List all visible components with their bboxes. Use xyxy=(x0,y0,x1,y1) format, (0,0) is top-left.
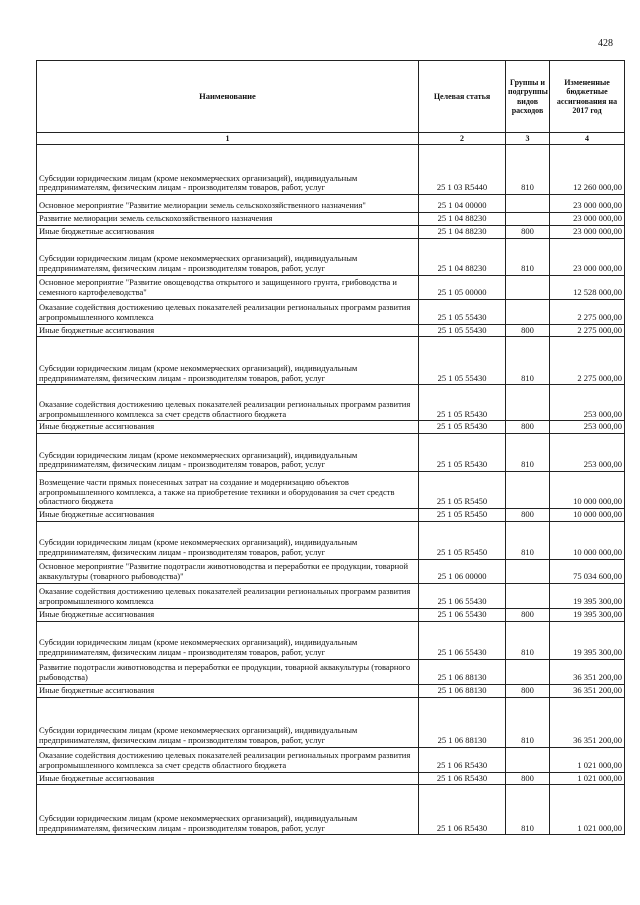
row-name: Оказание содействия достижению целевых показателей реализации региональных программ развития агропромышленного комплекса за счет средств областного бюджета xyxy=(37,385,419,421)
row-article: 25 1 04 88230 xyxy=(419,213,506,226)
row-name: Оказание содействия достижению целевых показателей реализации региональных программ развития агропромышленного комплекса xyxy=(37,299,419,324)
row-name: Оказание содействия достижению целевых показателей реализации региональных программ развития агропромышленного комплекса xyxy=(37,584,419,609)
row-name: Иные бюджетные ассигнования xyxy=(37,509,419,522)
row-group: 800 xyxy=(506,421,550,434)
row-name: Субсидии юридическим лицам (кроме некоммерческих организаций), индивидуальным предпринимателям, физическим лицам - производителям товаров, работ, услуг xyxy=(37,434,419,472)
row-name: Субсидии юридическим лицам (кроме некоммерческих организаций), индивидуальным предпринимателям, физическим лицам - производителям товаров, работ, услуг xyxy=(37,337,419,385)
header-groups: Группы и подгруппы видов расходов xyxy=(506,61,550,133)
row-name: Иные бюджетные ассигнования xyxy=(37,684,419,697)
table-row xyxy=(37,213,625,226)
row-amount: 23 000 000,00 xyxy=(550,225,625,238)
row-group xyxy=(506,747,550,772)
row-article: 25 1 04 00000 xyxy=(419,195,506,213)
row-article: 25 1 05 55430 xyxy=(419,337,506,385)
row-amount: 2 275 000,00 xyxy=(550,337,625,385)
table-row xyxy=(37,337,625,385)
table-row xyxy=(37,299,625,324)
row-article: 25 1 06 88130 xyxy=(419,684,506,697)
row-article: 25 1 06 R5430 xyxy=(419,747,506,772)
row-group: 800 xyxy=(506,609,550,622)
col-number: 3 xyxy=(506,133,550,145)
row-group: 800 xyxy=(506,684,550,697)
row-article: 25 1 06 88130 xyxy=(419,697,506,747)
row-amount: 1 021 000,00 xyxy=(550,785,625,835)
table-row xyxy=(37,522,625,560)
table-row xyxy=(37,275,625,299)
row-amount: 75 034 600,00 xyxy=(550,560,625,584)
row-article: 25 1 06 R5430 xyxy=(419,785,506,835)
row-article: 25 1 06 55430 xyxy=(419,609,506,622)
row-group xyxy=(506,385,550,421)
header-assign: Измененные бюджетные ассигнования на 2017 год xyxy=(550,61,625,133)
row-amount: 253 000,00 xyxy=(550,385,625,421)
row-group: 810 xyxy=(506,337,550,385)
row-name: Основное мероприятие "Развитие мелиорации земель сельскохозяйственного назначения" xyxy=(37,195,419,213)
row-group: 800 xyxy=(506,225,550,238)
row-name: Иные бюджетные ассигнования xyxy=(37,609,419,622)
table-row xyxy=(37,195,625,213)
table-row xyxy=(37,421,625,434)
row-group: 810 xyxy=(506,621,550,659)
table-row xyxy=(37,684,625,697)
row-article: 25 1 06 R5430 xyxy=(419,772,506,785)
page-number: 428 xyxy=(598,38,613,49)
row-name: Субсидии юридическим лицам (кроме некоммерческих организаций), индивидуальным предпринимателям, физическим лицам - производителям товаров, работ, услуг xyxy=(37,522,419,560)
table-row xyxy=(37,659,625,684)
row-group: 810 xyxy=(506,434,550,472)
row-group xyxy=(506,584,550,609)
row-amount: 10 000 000,00 xyxy=(550,472,625,509)
table-row xyxy=(37,560,625,584)
table-body xyxy=(37,145,625,835)
row-amount: 12 528 000,00 xyxy=(550,275,625,299)
row-group xyxy=(506,560,550,584)
row-group: 800 xyxy=(506,772,550,785)
row-amount: 19 395 300,00 xyxy=(550,584,625,609)
col-number: 1 xyxy=(37,133,419,145)
row-name: Возмещение части прямых понесенных затрат на создание и модернизацию объектов агропромышленного комплекса, а также на приобретение техники и оборудования за счет средств областного бюджета xyxy=(37,472,419,509)
table-row xyxy=(37,772,625,785)
table-row xyxy=(37,509,625,522)
row-group: 800 xyxy=(506,324,550,337)
row-name: Иные бюджетные ассигнования xyxy=(37,225,419,238)
row-amount: 36 351 200,00 xyxy=(550,684,625,697)
row-amount: 19 395 300,00 xyxy=(550,621,625,659)
row-name: Основное мероприятие "Развитие овощеводства открытого и защищенного грунта, грибоводства и семенного картофелеводства" xyxy=(37,275,419,299)
row-article: 25 1 05 R5450 xyxy=(419,522,506,560)
row-article: 25 1 05 R5430 xyxy=(419,385,506,421)
row-article: 25 1 05 55430 xyxy=(419,324,506,337)
row-group xyxy=(506,213,550,226)
row-name: Иные бюджетные ассигнования xyxy=(37,324,419,337)
row-group xyxy=(506,299,550,324)
row-group xyxy=(506,195,550,213)
row-group: 810 xyxy=(506,697,550,747)
row-name: Субсидии юридическим лицам (кроме некоммерческих организаций), индивидуальным предпринимателям, физическим лицам - производителям товаров, работ, услуг xyxy=(37,238,419,275)
row-article: 25 1 06 55430 xyxy=(419,584,506,609)
row-group: 800 xyxy=(506,509,550,522)
col-number: 4 xyxy=(550,133,625,145)
table-row xyxy=(37,145,625,195)
row-article: 25 1 03 R5440 xyxy=(419,145,506,195)
table-row xyxy=(37,609,625,622)
row-article: 25 1 05 R5430 xyxy=(419,421,506,434)
table-row xyxy=(37,238,625,275)
table-row xyxy=(37,434,625,472)
row-article: 25 1 05 55430 xyxy=(419,299,506,324)
row-article: 25 1 04 88230 xyxy=(419,238,506,275)
row-amount: 1 021 000,00 xyxy=(550,772,625,785)
table-row xyxy=(37,697,625,747)
row-group: 810 xyxy=(506,785,550,835)
row-amount: 253 000,00 xyxy=(550,421,625,434)
row-amount: 2 275 000,00 xyxy=(550,324,625,337)
table-row xyxy=(37,385,625,421)
column-number-row xyxy=(37,133,625,145)
row-group: 810 xyxy=(506,522,550,560)
row-name: Субсидии юридическим лицам (кроме некоммерческих организаций), индивидуальным предпринимателям, физическим лицам - производителям товаров, работ, услуг xyxy=(37,145,419,195)
row-amount: 10 000 000,00 xyxy=(550,509,625,522)
row-amount: 1 021 000,00 xyxy=(550,747,625,772)
row-name: Иные бюджетные ассигнования xyxy=(37,772,419,785)
header-article: Целевая статья xyxy=(419,61,506,133)
row-amount: 19 395 300,00 xyxy=(550,609,625,622)
table-row xyxy=(37,225,625,238)
row-article: 25 1 05 R5450 xyxy=(419,472,506,509)
table-row xyxy=(37,324,625,337)
row-amount: 2 275 000,00 xyxy=(550,299,625,324)
table-row xyxy=(37,621,625,659)
col-number: 2 xyxy=(419,133,506,145)
row-amount: 36 351 200,00 xyxy=(550,697,625,747)
row-group xyxy=(506,275,550,299)
row-name: Основное мероприятие "Развитие подотрасли животноводства и переработки ее продукции, товарной аквакультуры (товарного рыбоводства)" xyxy=(37,560,419,584)
row-amount: 23 000 000,00 xyxy=(550,238,625,275)
row-name: Развитие мелиорации земель сельскохозяйственного назначения xyxy=(37,213,419,226)
row-amount: 12 260 000,00 xyxy=(550,145,625,195)
row-article: 25 1 05 00000 xyxy=(419,275,506,299)
row-article: 25 1 06 00000 xyxy=(419,560,506,584)
row-amount: 253 000,00 xyxy=(550,434,625,472)
table-row xyxy=(37,584,625,609)
row-name: Оказание содействия достижению целевых показателей реализации региональных программ развития агропромышленного комплекса за счет средств областного бюджета xyxy=(37,747,419,772)
row-group xyxy=(506,659,550,684)
row-group: 810 xyxy=(506,238,550,275)
table-row xyxy=(37,747,625,772)
row-amount: 23 000 000,00 xyxy=(550,213,625,226)
table-row xyxy=(37,785,625,835)
header-name: Наименование xyxy=(37,61,419,133)
budget-table xyxy=(36,60,625,835)
row-name: Развитие подотрасли животноводства и переработки ее продукции, товарной аквакультуры (товарного рыбоводства) xyxy=(37,659,419,684)
row-name: Субсидии юридическим лицам (кроме некоммерческих организаций), индивидуальным предпринимателям, физическим лицам - производителям товаров, работ, услуг xyxy=(37,697,419,747)
row-amount: 23 000 000,00 xyxy=(550,195,625,213)
row-group xyxy=(506,472,550,509)
row-article: 25 1 06 55430 xyxy=(419,621,506,659)
row-article: 25 1 05 R5430 xyxy=(419,434,506,472)
row-name: Субсидии юридическим лицам (кроме некоммерческих организаций), индивидуальным предпринимателям, физическим лицам - производителям товаров, работ, услуг xyxy=(37,621,419,659)
row-name: Субсидии юридическим лицам (кроме некоммерческих организаций), индивидуальным предпринимателям, физическим лицам - производителям товаров, работ, услуг xyxy=(37,785,419,835)
row-amount: 36 351 200,00 xyxy=(550,659,625,684)
table-row xyxy=(37,472,625,509)
row-article: 25 1 05 R5450 xyxy=(419,509,506,522)
header-row xyxy=(37,61,625,133)
row-article: 25 1 04 88230 xyxy=(419,225,506,238)
row-amount: 10 000 000,00 xyxy=(550,522,625,560)
row-group: 810 xyxy=(506,145,550,195)
row-article: 25 1 06 88130 xyxy=(419,659,506,684)
row-name: Иные бюджетные ассигнования xyxy=(37,421,419,434)
